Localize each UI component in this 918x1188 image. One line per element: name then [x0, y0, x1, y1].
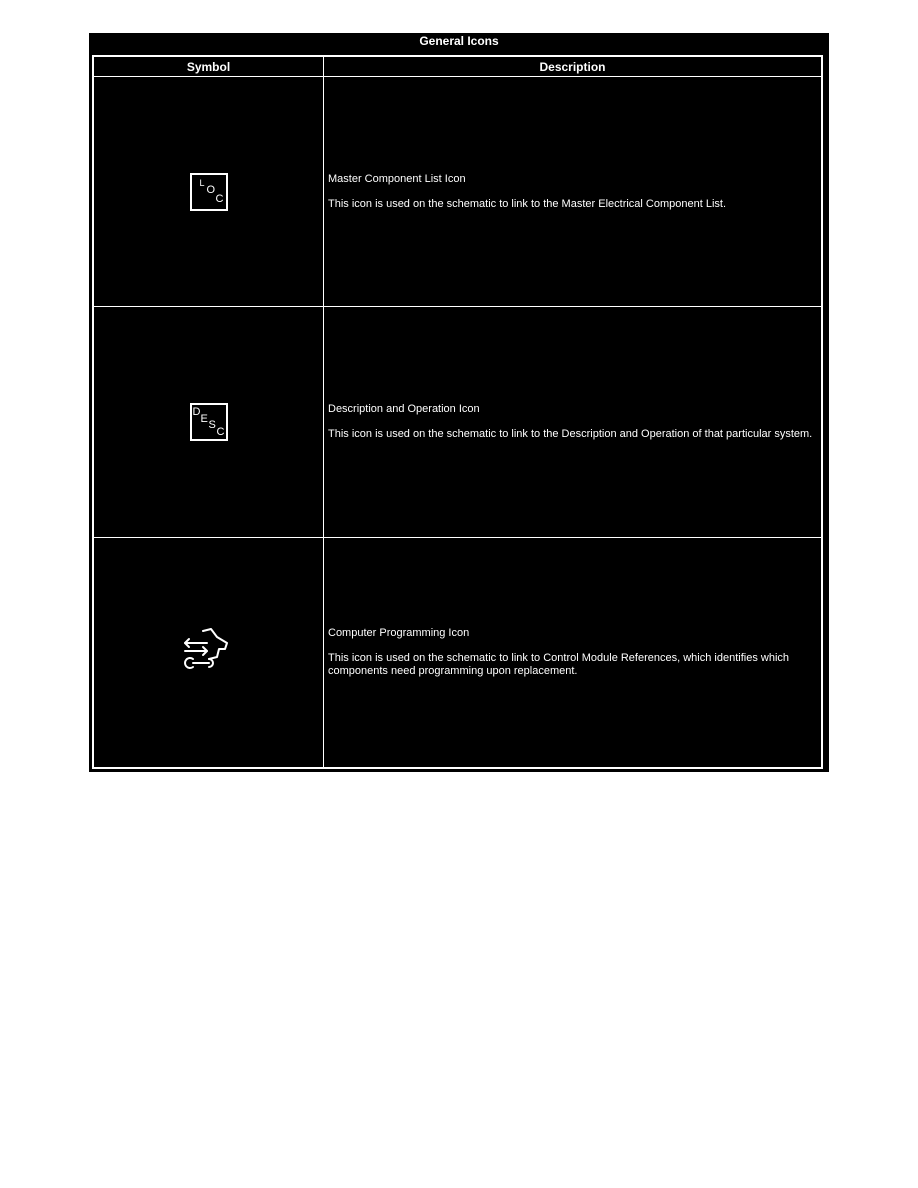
- symbol-cell: [94, 307, 324, 537]
- table-title: General Icons: [419, 34, 499, 48]
- description-title: Master Component List Icon: [328, 172, 466, 185]
- table-row: [94, 538, 821, 767]
- description-cell: [328, 77, 820, 306]
- column-header-symbol: Symbol: [94, 57, 324, 77]
- table-row: [94, 77, 821, 307]
- icons-table: [92, 55, 823, 769]
- column-header-description: Description: [324, 57, 821, 77]
- icon-letter: C: [216, 426, 225, 438]
- description-title: Description and Operation Icon: [328, 403, 480, 415]
- description-title: Computer Programming Icon: [328, 627, 470, 639]
- icon-letter: L: [199, 177, 205, 188]
- loc-icon: [190, 173, 228, 211]
- icon-letter: O: [206, 183, 216, 196]
- description-text: This icon is used on the schematic to link to the Master Electrical Component List.: [328, 197, 727, 210]
- computer-programming-icon: [181, 627, 237, 679]
- general-icons-document: [89, 33, 829, 772]
- icon-letter: C: [215, 192, 224, 205]
- table-row: [94, 307, 821, 538]
- icon-letter: D: [192, 406, 201, 418]
- description-text: This icon is used on the schematic to link to Control Module References, which identifies which components need programming upon replacement.: [328, 652, 790, 677]
- symbol-cell: [94, 77, 324, 306]
- symbol-cell: [94, 538, 324, 767]
- description-cell: [328, 538, 820, 767]
- desc-icon: [190, 403, 228, 441]
- description-cell: [328, 307, 820, 537]
- description-text: This icon is used on the schematic to link to the Description and Operation of that particular system.: [328, 428, 813, 440]
- icon-letter: S: [208, 419, 216, 431]
- icon-letter: E: [200, 413, 208, 425]
